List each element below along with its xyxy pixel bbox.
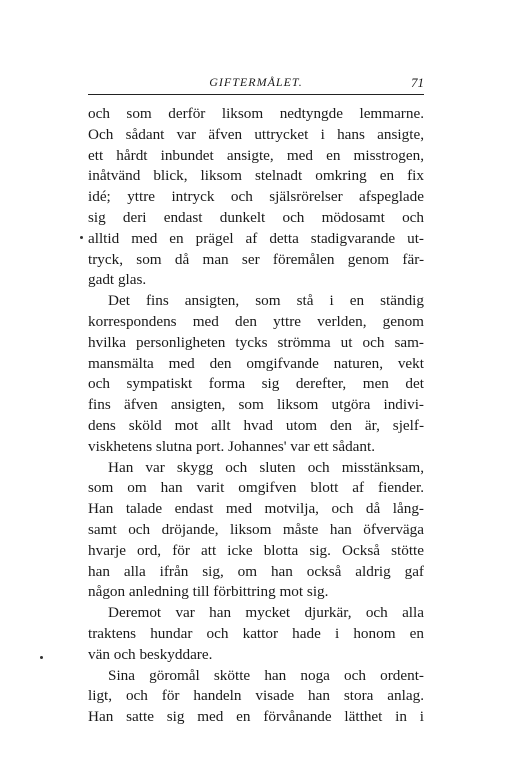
running-head: GIFTERMÅLET. <box>209 75 303 89</box>
text-line: och sympatiskt forma sig derefter, men det <box>88 375 424 393</box>
page-header <box>88 75 424 95</box>
text-line: hvarje ord, för att icke blotta sig. Också stötte <box>88 541 424 559</box>
text-line: Sina göromål skötte han noga och ordent- <box>108 666 424 684</box>
text-line: Han var skygg och sluten och misstänksam, <box>108 458 424 476</box>
text-line: samt och dröjande, liksom måste han öfverväga <box>88 520 424 538</box>
text-line: tryck, som då man ser föremålen genom fär- <box>88 250 424 268</box>
text-line: som om han varit omgifven blott af fiender. <box>88 479 424 497</box>
text-line: någon anledning till förbittring mot sig. <box>88 583 329 601</box>
text-line: gadt glas. <box>88 271 147 289</box>
text-line: alltid med en prägel af detta stadigvarande ut- <box>88 229 424 247</box>
text-line: Det fins ansigten, som stå i en ständig <box>108 292 424 310</box>
text-line: han alla ifrån sig, om han också aldrig gaf <box>88 562 424 580</box>
text-line: dens sköld mot allt hvad utom den är, sjelf- <box>88 416 424 434</box>
text-line: viskhetens slutna port. Johannes' var ett sådant. <box>88 437 376 455</box>
text-line: Deremot var han mycket djurkär, och alla <box>108 604 424 622</box>
text-line: inåtvänd blick, liksom stelnadt omkring en fix <box>88 167 424 185</box>
text-line: Och sådant var äfven uttrycket i hans ansigte, <box>88 125 424 143</box>
text-line: ligt, och för handeln visade han stora anlag. <box>88 687 424 705</box>
text-line: sig deri endast dunkelt och mödosamt och <box>88 208 424 226</box>
text-line: vän och beskyddare. <box>88 645 213 663</box>
text-line: traktens hundar och kattor hade i honom en <box>88 624 424 642</box>
body-text <box>88 104 424 728</box>
text-line: ett hårdt inbundet ansigte, med en misstrogen, <box>88 146 424 164</box>
text-line: Han satte sig med en förvånande lätthet in i <box>88 708 424 726</box>
page-number: 71 <box>411 75 424 90</box>
text-line: idé; yttre intryck och själsrörelser afspeglade <box>88 188 424 206</box>
header-rule <box>88 94 424 95</box>
text-line: fins äfven ansigten, som liksom utgöra indivi- <box>88 396 424 414</box>
text-line: korrespondens med den yttre verlden, genom <box>88 312 424 330</box>
margin-speck <box>80 236 83 239</box>
margin-speck <box>40 656 43 659</box>
text-line: Han talade endast med motvilja, och då lång- <box>88 500 424 518</box>
text-line: mansmälta med den omgifvande naturen, vekt <box>88 354 424 372</box>
text-line: och som derför liksom nedtyngde lemmarne. <box>88 105 424 122</box>
text-line: hvilka personligheten tycks strömma ut och sam- <box>88 333 424 351</box>
